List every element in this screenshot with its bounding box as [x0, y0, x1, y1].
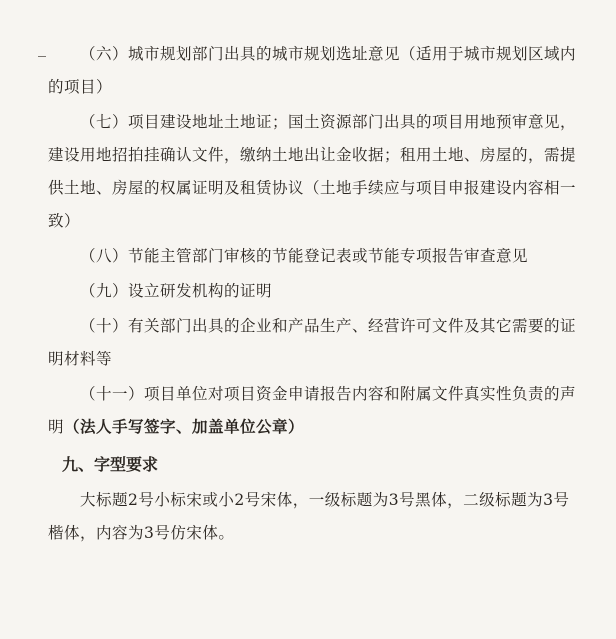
- paragraph-item-6: （六）城市规划部门出具的城市规划选址意见（适用于城市规划区域内的项目）: [48, 45, 577, 96]
- section-title-font-requirements: 九、字型要求: [62, 455, 159, 474]
- paragraph-item-11: [48, 378, 578, 444]
- font-requirements-paragraph: 大标题2号小标宋或小2号宋体，一级标题为3号黑体，二级标题为3号楷体，内容为3号仿宋体。: [48, 491, 570, 542]
- paragraph-item-7: （七）项目建设地址土地证；国土资源部门出具的项目用地预审意见，建设用地招拍挂确认文件，缴纳土地出让金收据；租用土地、房屋的，需提供土地、房屋的权属证明及租赁协议（土地手续应与项目申报建设内容相一致）: [48, 113, 577, 230]
- paragraph-item-9: （九）设立研发机构的证明: [80, 282, 273, 300]
- paragraph-item-8: （八）节能主管部门审核的节能登记表或节能专项报告审查意见: [80, 247, 529, 265]
- margin-mark: [38, 56, 46, 57]
- paragraph-item-10: （十）有关部门出具的企业和产品生产、经营许可文件及其它需要的证明材料等: [48, 317, 577, 368]
- paragraph-item-11-text: （十一）项目单位对项目资金申请报告内容和附属文件真实性负责的声明: [48, 385, 577, 436]
- signature-requirement-note: （法人手写签字、加盖单位公章）: [64, 418, 305, 436]
